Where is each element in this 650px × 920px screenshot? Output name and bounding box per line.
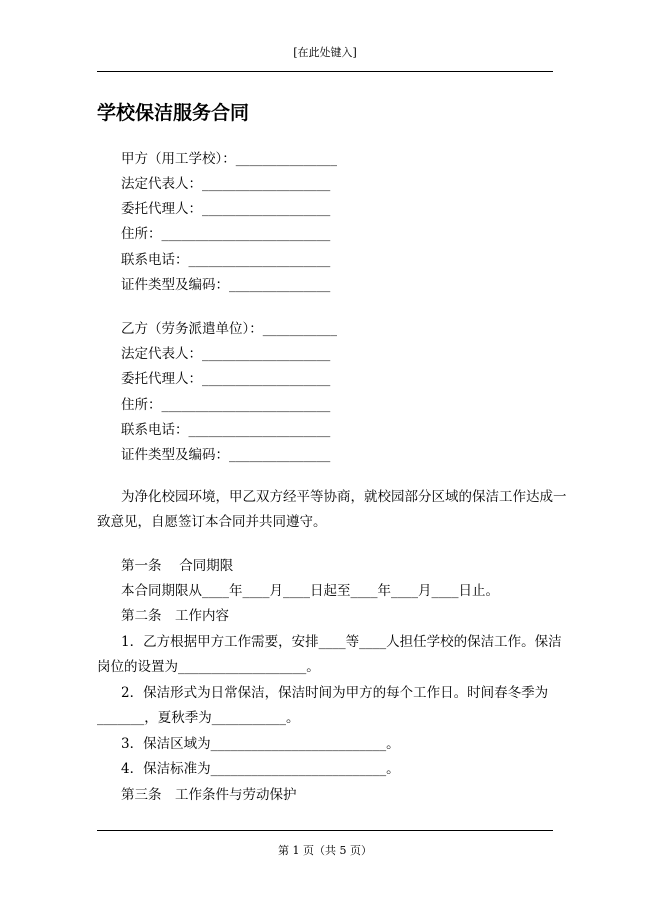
article-2-item-2-line-1: 2．保洁形式为日常保洁，保洁时间为甲方的每个工作日。时间春冬季为	[121, 685, 549, 701]
party-b-address-line: 住所：_________________________	[121, 397, 331, 413]
party-a-agent-line: 委托代理人：___________________	[121, 201, 331, 217]
party-a-legal-rep-line: 法定代表人：___________________	[121, 176, 331, 192]
article-2-item-1-line-1: 1．乙方根据甲方工作需要，安排____等____人担任学校的保洁工作。保洁	[121, 634, 562, 650]
article-1-term-line: 本合同期限从____年____月____日起至____年____月____日止。	[121, 583, 499, 599]
intro-paragraph-line-1: 为净化校园环境，甲乙双方经平等协商，就校园部分区域的保洁工作达成一	[121, 489, 567, 505]
intro-paragraph-line-2: 致意见，自愿签订本合同并共同遵守。	[97, 514, 327, 530]
article-2-heading: 第二条 工作内容	[121, 608, 229, 624]
party-b-legal-rep-line: 法定代表人：___________________	[121, 346, 331, 362]
party-b-agent-line: 委托代理人：___________________	[121, 371, 331, 387]
party-b-id-line: 证件类型及编码：_______________	[121, 447, 331, 463]
party-a-id-line: 证件类型及编码：_______________	[121, 277, 331, 293]
article-2-item-1-line-2: 岗位的设置为___________________。	[97, 659, 320, 675]
party-b-phone-line: 联系电话：_____________________	[121, 422, 331, 438]
party-a-name-line: 甲方（用工学校）：_______________	[121, 151, 337, 167]
article-2-item-2-line-2: _______，夏秋季为___________。	[97, 710, 300, 726]
page-header: [在此处键入]	[293, 46, 357, 59]
article-1-heading: 第一条 合同期限	[121, 558, 234, 574]
article-3-heading: 第三条 工作条件与劳动保护	[121, 787, 297, 803]
article-2-item-4-line: 4．保洁标准为__________________________。	[121, 761, 400, 777]
page-footer: 第 1 页（共 5 页）	[278, 844, 372, 857]
header-divider	[97, 71, 553, 72]
document-title: 学校保洁服务合同	[97, 102, 250, 124]
party-b-name-line: 乙方（劳务派遣单位）：___________	[121, 321, 337, 337]
party-a-address-line: 住所：_________________________	[121, 226, 331, 242]
party-a-phone-line: 联系电话：_____________________	[121, 252, 331, 268]
footer-divider	[97, 830, 553, 831]
article-2-item-3-line: 3．保洁区域为__________________________。	[121, 736, 400, 752]
